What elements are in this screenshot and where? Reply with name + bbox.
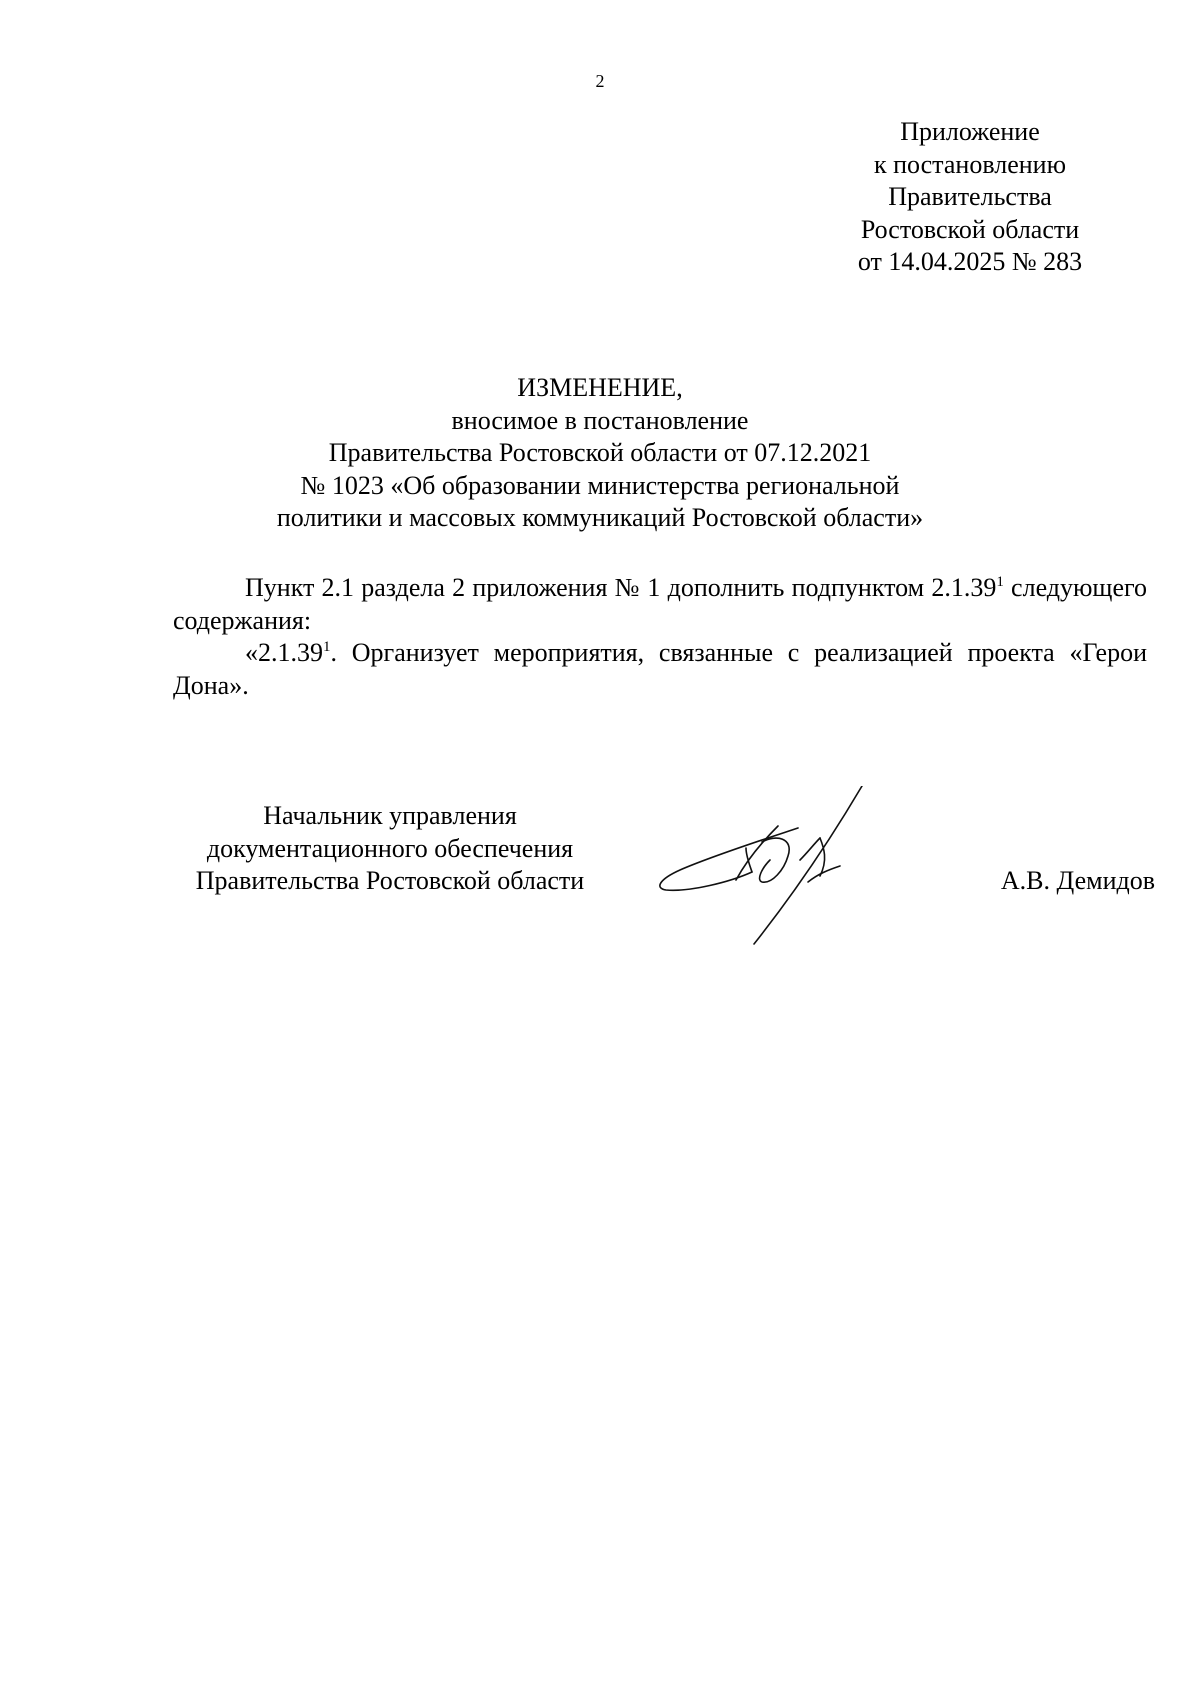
- p2-superscript: 1: [323, 639, 331, 655]
- p1-superscript: 1: [996, 574, 1004, 590]
- handwritten-signature: [650, 786, 940, 946]
- body-paragraph-2: [173, 637, 1147, 702]
- title-line: Правительства Ростовской области от 07.12.2021: [328, 438, 872, 467]
- p1-tail: следующего содержания:: [173, 573, 1147, 635]
- body-paragraph-1: [173, 572, 1147, 637]
- appendix-date-number: от 14.04.2025 № 283: [857, 247, 1083, 276]
- signer-position-line: Начальник управления: [263, 801, 517, 830]
- signer-position-line: Правительства Ростовской области: [195, 866, 585, 895]
- body-text: [173, 572, 1147, 702]
- title-heading: ИЗМЕНЕНИЕ,: [517, 373, 683, 402]
- p1-text: Пункт 2.1 раздела 2 приложения № 1 дополнить подпунктом 2.1.39: [245, 573, 997, 602]
- signer-name: А.В. Демидов: [1000, 866, 1155, 895]
- p2-lead: «2.1.39: [245, 638, 323, 667]
- document-title: [0, 372, 1200, 535]
- appendix-block: [830, 116, 1110, 279]
- appendix-line: Правительства: [888, 182, 1052, 211]
- appendix-line: Ростовской области: [860, 214, 1080, 244]
- p2-text: . Организует мероприятия, связанные с реализацией проекта «Герои Дона».: [173, 638, 1147, 700]
- signer-position-line: документационного обеспечения: [206, 833, 574, 863]
- page-number: 2: [595, 71, 605, 91]
- signer-position: [160, 800, 620, 898]
- appendix-line: Приложение: [900, 117, 1040, 146]
- title-line: вносимое в постановление: [451, 405, 749, 435]
- title-line: политики и массовых коммуникаций Ростовской области»: [276, 503, 924, 532]
- appendix-line: к постановлению: [873, 149, 1067, 179]
- title-line: № 1023 «Об образовании министерства региональной: [300, 470, 900, 500]
